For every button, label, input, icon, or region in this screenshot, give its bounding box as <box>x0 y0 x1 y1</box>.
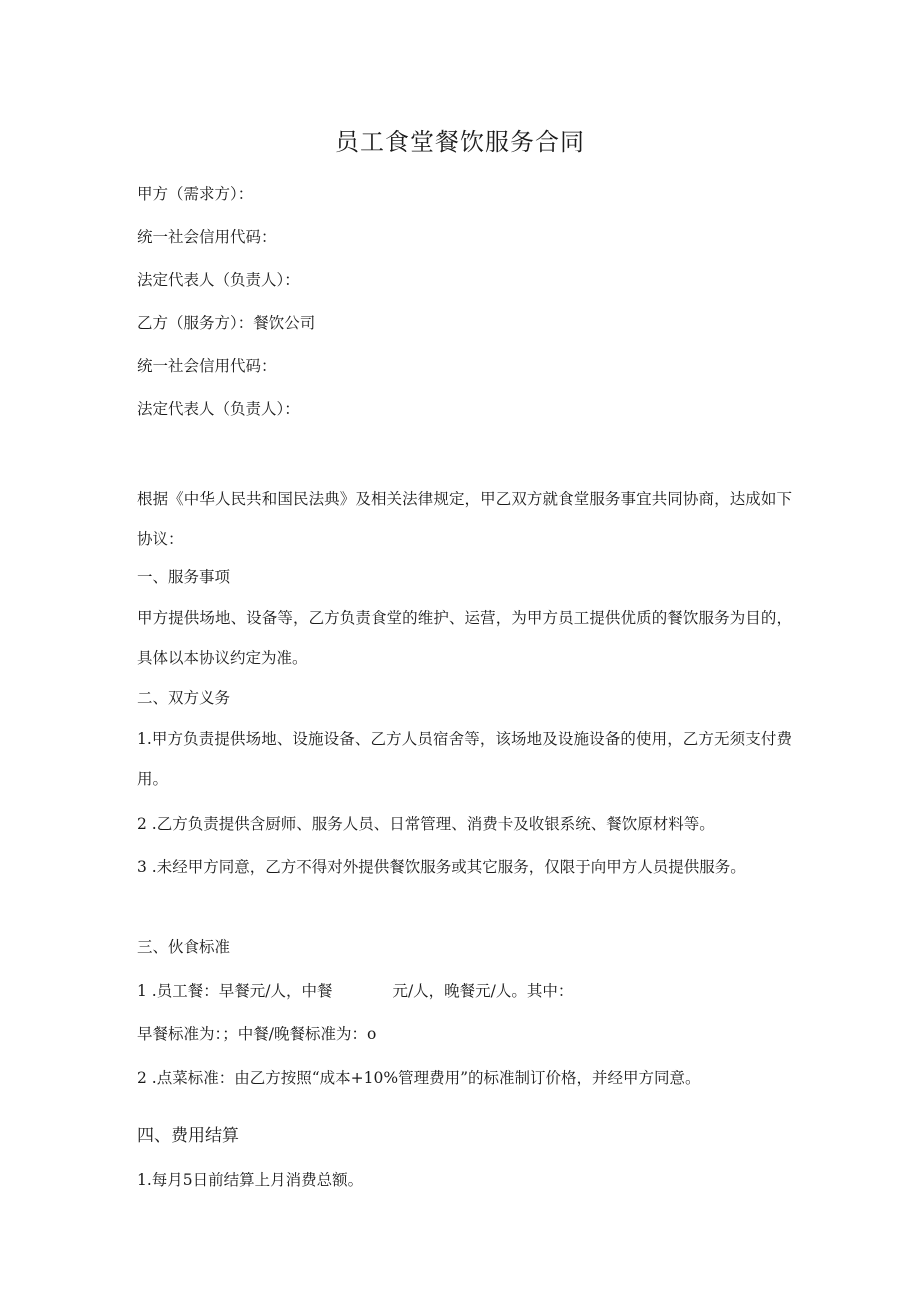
section-3-item-1-detail: 早餐标准为：；中餐/晚餐标准为：o <box>137 1025 377 1043</box>
section-3-item-1-part-a: 1 .员工餐：早餐元/人，中餐 <box>137 982 333 1000</box>
section-3-item-2: 2 .点菜标准：由乙方按照“成本+10%管理费用”的标准制订价格，并经甲方同意。 <box>137 1069 701 1087</box>
section-4-item-1: 1.每月5日前结算上月消费总额。 <box>137 1171 364 1189</box>
section-3-item-1-part-b: 元/人，晚餐元/人。其中： <box>392 982 574 1000</box>
section-4-heading: 四、费用结算 <box>137 1126 239 1146</box>
party-b-label: 乙方（服务方）：餐饮公司 <box>137 314 316 332</box>
page-title: 员工食堂餐饮服务合同 <box>335 128 585 156</box>
section-2-item-2: 2 .乙方负责提供含厨师、服务人员、日常管理、消费卡及收银系统、餐饮原材料等。 <box>137 815 715 833</box>
intro-paragraph: 根据《中华人民共和国民法典》及相关法律规定，甲乙双方就食堂服务事宜共同协商，达成如下协议： <box>137 490 792 548</box>
section-1-heading: 一、服务事项 <box>137 568 231 586</box>
party-a-credit-code: 统一社会信用代码： <box>137 228 277 246</box>
party-b-credit-code: 统一社会信用代码： <box>137 357 277 375</box>
section-3-item-1 <box>137 980 573 1002</box>
section-2-item-3: 3 .未经甲方同意，乙方不得对外提供餐饮服务或其它服务，仅限于向甲方人员提供服务。 <box>137 858 746 876</box>
party-a-legal-rep: 法定代表人（负责人）： <box>137 271 300 289</box>
section-1-body: 甲方提供场地、设备等，乙方负责食堂的维护、运营，为甲方员工提供优质的餐饮服务为目的，具体以本协议约定为准。 <box>137 609 792 667</box>
party-a-label: 甲方（需求方）： <box>137 185 254 203</box>
section-2-heading: 二、双方义务 <box>137 689 231 707</box>
section-3-heading: 三、伙食标准 <box>137 938 231 956</box>
section-2-item-1: 1.甲方负责提供场地、设施设备、乙方人员宿舍等，该场地及设施设备的使用，乙方无须支付费用。 <box>137 730 792 788</box>
party-b-legal-rep: 法定代表人（负责人）： <box>137 400 300 418</box>
